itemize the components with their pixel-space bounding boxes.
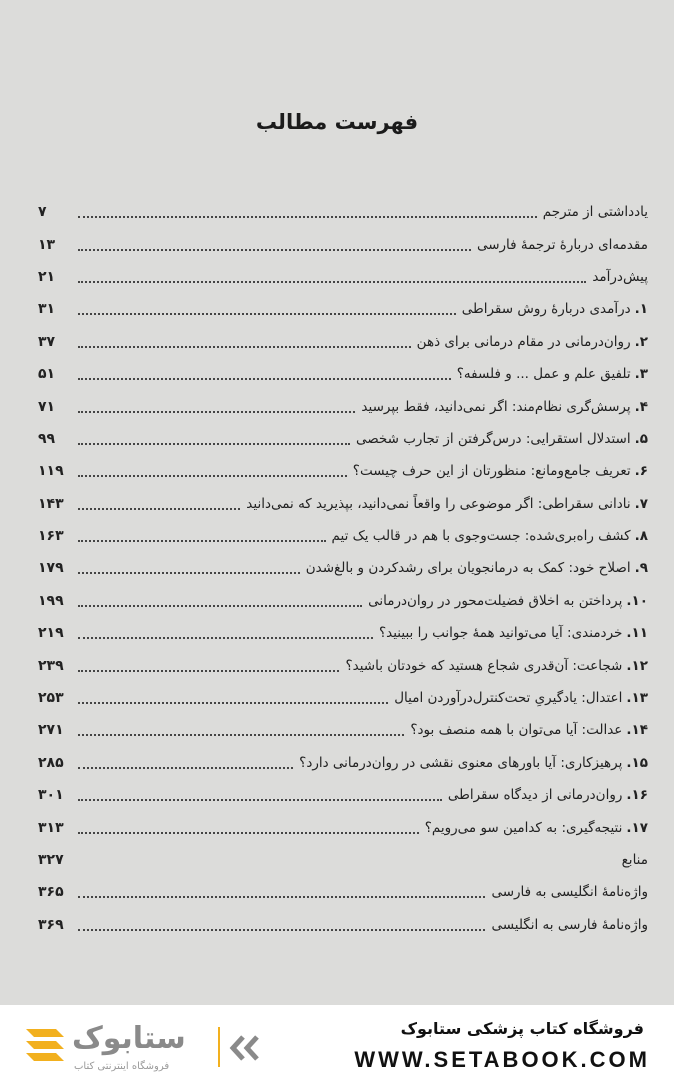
chapter-number: ۱۱. bbox=[626, 625, 648, 642]
dot-leader bbox=[78, 475, 347, 477]
page-number: ۵۱ bbox=[38, 366, 56, 383]
page-number: ۱۷۹ bbox=[38, 560, 64, 577]
toc-entry-title: واژه‌نامهٔ انگلیسی به فارسی bbox=[491, 884, 648, 901]
chapter-number: ۴. bbox=[634, 398, 648, 415]
toc-entry[interactable] bbox=[38, 228, 648, 260]
logo-name: ستابوک bbox=[72, 1021, 186, 1056]
toc-entry-title: روان‌درمانی از دیدگاه سقراطی bbox=[447, 787, 623, 804]
chapter-number: ۹. bbox=[634, 560, 648, 577]
page-number: ۳۱۳ bbox=[38, 819, 64, 836]
chapter-number: ۸. bbox=[634, 528, 648, 545]
page-number: ۷۱ bbox=[38, 398, 56, 415]
toc-entry-title: مقدمه‌ای دربارهٔ ترجمهٔ فارسی bbox=[476, 236, 648, 253]
chapter-number: ۲. bbox=[634, 333, 648, 350]
chapter-number: ۱۴. bbox=[626, 722, 648, 739]
dot-leader bbox=[78, 508, 240, 510]
toc-entry-title: نادانی سقراطی: اگر موضوعی را واقعاً نمی‌دانید، بپذیرید که نمی‌دانید bbox=[246, 495, 631, 512]
logo-mark-icon bbox=[22, 1021, 67, 1069]
page-title: فهرست مطالب bbox=[255, 110, 419, 134]
page-number: ۳۶۹ bbox=[38, 916, 64, 933]
dot-leader bbox=[78, 540, 326, 542]
toc-entry[interactable] bbox=[38, 714, 648, 746]
logo-divider bbox=[218, 1027, 220, 1067]
logo-subtitle: فروشگاه اینترنتی کتاب bbox=[74, 1061, 170, 1072]
toc-entry-title: پرداختن به اخلاق فضیلت‌محور در روان‌درمانی bbox=[368, 592, 623, 609]
toc-entry[interactable] bbox=[38, 293, 648, 325]
store-logo[interactable] bbox=[22, 1021, 267, 1071]
toc-entry[interactable] bbox=[38, 682, 648, 714]
dot-leader bbox=[78, 767, 293, 769]
dot-leader bbox=[78, 249, 471, 251]
dot-leader bbox=[78, 637, 373, 639]
chapter-number: ۱۳. bbox=[626, 690, 648, 707]
toc-entry[interactable] bbox=[38, 747, 648, 779]
toc-entry-title: عدالت: آیا می‌توان با همه منصف بود؟ bbox=[410, 722, 623, 739]
toc-entry-title: پرسش‌گری نظام‌مند: اگر نمی‌دانید، فقط بپرسید bbox=[361, 398, 631, 415]
dot-leader bbox=[78, 443, 350, 445]
dot-leader bbox=[78, 216, 537, 218]
footer-banner bbox=[0, 1005, 674, 1080]
dot-leader bbox=[78, 605, 362, 607]
toc-entry[interactable] bbox=[38, 488, 648, 520]
toc-entry-title: خردمندی: آیا می‌توانید همهٔ جوانب را ببینید؟ bbox=[378, 625, 623, 642]
chapter-number: ۱۰. bbox=[626, 592, 648, 609]
toc-entry-title: نتیجه‌گیری: به کدامین سو می‌رویم؟ bbox=[424, 819, 623, 836]
dot-leader bbox=[78, 799, 442, 801]
toc-entry[interactable] bbox=[38, 876, 648, 908]
chapter-number: ۳. bbox=[634, 366, 648, 383]
dot-leader bbox=[78, 313, 456, 315]
double-chevron-icon bbox=[225, 1033, 265, 1063]
dot-leader bbox=[78, 896, 485, 898]
dot-leader bbox=[78, 670, 339, 672]
toc-entry[interactable] bbox=[38, 423, 648, 455]
dot-leader bbox=[78, 572, 300, 574]
page-number: ۱۳ bbox=[38, 236, 56, 253]
toc-entry-title: استدلال استقرایی: درس‌گرفتن از تجارب شخصی bbox=[355, 430, 631, 447]
page-number: ۳۱ bbox=[38, 301, 56, 318]
page-number: ۳۶۵ bbox=[38, 884, 64, 901]
toc-entry[interactable] bbox=[38, 649, 648, 681]
chapter-number: ۱۶. bbox=[626, 787, 648, 804]
toc-entry-title: اعتدال: یادگیریِ تحت‌کنترل‌درآوردن امیال bbox=[394, 690, 623, 707]
toc-entry[interactable] bbox=[38, 196, 648, 228]
chapter-number: ۱۵. bbox=[626, 754, 648, 771]
toc-entry[interactable] bbox=[38, 811, 648, 843]
toc-entry[interactable] bbox=[38, 358, 648, 390]
toc-entry-title: کشف راه‌بری‌شده: جست‌وجوی با هم در قالب یک تیم bbox=[331, 528, 631, 545]
page-number: ۲۵۳ bbox=[38, 690, 64, 707]
page-number: ۱۹۹ bbox=[38, 592, 64, 609]
chapter-number: ۱۲. bbox=[626, 657, 648, 674]
toc-entry-title: پرهیزکاری: آیا باورهای معنوی نقشی در روان‌درمانی دارد؟ bbox=[299, 754, 623, 771]
page-number: ۲۳۹ bbox=[38, 657, 64, 674]
page-number: ۱۴۳ bbox=[38, 495, 64, 512]
toc-entry-title: درآمدی دربارهٔ روش سقراطی bbox=[461, 301, 631, 318]
dot-leader bbox=[78, 281, 586, 283]
page-number: ۳۷ bbox=[38, 333, 56, 350]
toc-entry[interactable] bbox=[38, 779, 648, 811]
chapter-number: ۷. bbox=[634, 495, 648, 512]
page-number: ۳۲۷ bbox=[38, 852, 64, 868]
page-number: ۱۶۳ bbox=[38, 528, 64, 545]
toc-entry-title: تلفیق علم و عمل ... و فلسفه؟ bbox=[456, 366, 631, 383]
chapter-number: ۵. bbox=[634, 430, 648, 447]
dot-leader bbox=[78, 832, 419, 834]
toc-entry-title: اصلاح خود: کمک به درمانجویان برای رشدکردن و بالغ‌شدن bbox=[305, 560, 631, 577]
toc-entry-title: روان‌درمانی در مقام درمانی برای ذهن bbox=[416, 333, 631, 350]
toc-entry-title: یادداشتی از مترجم bbox=[542, 204, 648, 221]
toc-entry[interactable] bbox=[38, 552, 648, 584]
toc-entry-title: واژه‌نامهٔ فارسی به انگلیسی bbox=[491, 916, 648, 933]
dot-leader bbox=[78, 411, 355, 413]
dot-leader bbox=[78, 702, 388, 704]
page-number: ۱۱۹ bbox=[38, 463, 64, 480]
page-number: ۲۸۵ bbox=[38, 754, 64, 771]
toc-entry[interactable] bbox=[38, 520, 648, 552]
store-url[interactable]: WWW.SETABOOK.COM bbox=[354, 1047, 650, 1072]
chapter-number: ۶. bbox=[634, 463, 648, 480]
page-number: ۳۰۱ bbox=[38, 787, 64, 804]
page-number: ۲۷۱ bbox=[38, 722, 64, 739]
toc-entry-title: منابع bbox=[621, 852, 648, 868]
toc-entry[interactable] bbox=[38, 455, 648, 487]
toc-entry[interactable] bbox=[38, 909, 648, 941]
toc-entry[interactable] bbox=[38, 390, 648, 422]
page-number: ۹۹ bbox=[38, 430, 56, 447]
toc-entry[interactable] bbox=[38, 844, 648, 876]
toc-entry-title: شجاعت: آن‌قدری شجاع هستید که خودتان باشید؟ bbox=[345, 657, 623, 674]
page-number: ۷ bbox=[38, 204, 47, 221]
chapter-number: ۱۷. bbox=[626, 819, 648, 836]
chapter-number: ۱. bbox=[634, 301, 648, 318]
page-number: ۲۱۹ bbox=[38, 625, 64, 642]
dot-leader bbox=[78, 734, 404, 736]
dot-leader bbox=[78, 346, 411, 348]
toc-entry[interactable] bbox=[38, 326, 648, 358]
store-name: فروشگاه کتاب پزشکی ستابوک bbox=[400, 1019, 644, 1038]
toc-entry-title: تعریف جامع‌ومانع: منظورتان از این حرف چیست؟ bbox=[352, 463, 631, 480]
dot-leader bbox=[78, 378, 451, 380]
toc-entry[interactable] bbox=[38, 261, 648, 293]
page-number: ۲۱ bbox=[38, 268, 56, 285]
toc-entry[interactable] bbox=[38, 617, 648, 649]
dot-leader bbox=[78, 929, 485, 931]
table-of-contents bbox=[38, 196, 648, 941]
toc-entry[interactable] bbox=[38, 585, 648, 617]
toc-entry-title: پیش‌درآمد bbox=[592, 268, 648, 285]
